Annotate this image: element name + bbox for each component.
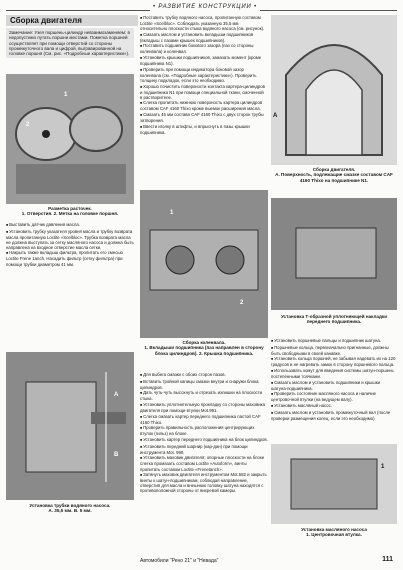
running-header: • РАЗВИТИЕ КОНСТРУКЦИИ • <box>150 4 260 10</box>
list-item: ■ Затянуть маховик двигателя инструментом Mot.582 и закрыть винты к шатун-подшипникам, соблюдая направление, отверстия для масла и внешнюю головку шатуна находятся с противоположной стороны от вихревой камеры. <box>140 472 268 493</box>
header-rule-right <box>260 10 397 11</box>
label-a: A <box>114 392 119 398</box>
right-text-column <box>271 338 397 421</box>
list-item: ■ Установить поршневые пальцы и подшипник шатуна. <box>271 338 397 344</box>
list-item: ■ Установить уплотнительную прокладку со стороны маховика двигателя при помощи втулки Mot.991. <box>140 402 268 413</box>
photo-water-pump-tube <box>6 352 134 500</box>
photo-bl-caption: Установка трубки водяного насоса. А. 35,5 мм. В. 5 мм. <box>29 503 111 514</box>
list-item: ■ Выставить датчик давления масла. <box>6 222 134 228</box>
photo-tr-caption: Сборка двигателя. А. Поверхность, подлежащие смазке составом CAF 4160 Thixo на подшипнике N1. <box>275 167 393 183</box>
list-item: ■ Дать чуть-чуть высохнуть и отрезать излишки на плоскости стыка. <box>140 390 268 401</box>
t-seal-photo <box>271 198 397 310</box>
photo-br-caption: Установка масляного насоса 1. Центровочная втулка. <box>301 527 367 538</box>
list-item: ■ Использовать хомут для введения системы шатун-поршень постепенными толчками. <box>271 368 397 379</box>
list-item: ■ Смазать маслом и установить вкладыши подшипников (вкладыш с пазами крышек подшипников). <box>140 32 265 43</box>
label-1: 1 <box>64 92 68 98</box>
list-item: ■ Поршневые кольца, первоначально пригнанные, должны быть свободными в своей канавке. <box>271 345 397 356</box>
photo-crankshaft <box>140 190 268 338</box>
list-item: ■ Хорошо почистить поверхности контакта картера-цилиндров и подшипника N1 при помощи специальной ткани, смоченной в растворителе. <box>140 84 265 100</box>
label-a-top: A <box>273 113 278 119</box>
section-title: Сборка двигателя <box>6 15 138 26</box>
photo-oil-pump <box>271 444 397 524</box>
note-text: Замечание: Узел поршень-цилиндр невзаимозаменяем: в недопустимо путать поршни местами. Пометка поршней осуществляет при помощи отверстий со стороны промежуточного вала и цифрой, выгравированной на головке поршня (См. рис. «Подробные характеристики»). <box>9 30 130 57</box>
photo-rm-caption: Установка Т-образной уплотняющей накладки переднего подшипника. <box>280 314 388 325</box>
list-item: ■ Слегка пропитать нижнюю поверхность картера цилиндров составом CAF 4160 Thixo кроме выемок расширения масла. <box>140 100 265 111</box>
list-item: ■ Установить передний шарнир (кар-дан) при помощи инструмента Mot. 990. <box>140 444 268 455</box>
middle-text-column <box>140 15 265 135</box>
photo-bearing-surface <box>271 15 397 165</box>
list-item: ■ Проверить правильность расположения центрирующих втулок (гильз) на блоке. <box>140 425 268 436</box>
list-item: ■ Установить масляный насос. <box>271 403 397 409</box>
label-1-mid: 1 <box>170 210 174 216</box>
crankshaft-photo <box>140 190 268 338</box>
list-item: ■ Смазать 45 мм состава CAF 4160 Thixo с двух сторон трубы затворения. <box>140 112 265 123</box>
note-box <box>6 28 134 58</box>
list-item: ■ Поставить подшипник бокового зазора (паз со стороны коленвала) и коленвал. <box>140 43 265 54</box>
label-2-mid: 2 <box>240 300 244 306</box>
list-item: ■ Вставить тройной капицы смазки внутри и снаружи блока цилиндров. <box>140 379 268 390</box>
oil-pump-photo <box>271 444 397 524</box>
photo-piston-bores <box>6 74 134 204</box>
photo-mid-caption: Сборка коленвала. 1. Вкладыши подшипника (паз направлен в сторону блока цилиндров). 2. Крышка подшипника. <box>144 340 264 356</box>
label-2: 2 <box>26 122 30 128</box>
label-1-oil: 1 <box>381 464 385 470</box>
photo-t-seal <box>271 198 397 310</box>
list-item: ■ Накрыть также вкладыш фильтра, пропитать его смесью Loctite Frene 1anch. Насадить фильтр (сетку фильтра) при помощи трубки диаметром 41 мм. <box>6 250 134 266</box>
list-item: ■ Для выбега смазки с обоих сторон пазов. <box>140 372 268 378</box>
center-text-column <box>140 372 268 494</box>
footer-text: Автомобили "Рено 21" и "Невада" <box>140 558 219 564</box>
list-item: ■ Проверить при помощи индикатора боковой зазор коленвала (см. «Подробные характеристики»). Проверить толщину подкладок, если это необходимо. <box>140 67 265 83</box>
water-pump-photo <box>6 352 134 500</box>
list-item: ■ Установить маховик двигателя; опорные плоскости на блоке слегка промазать составом Loctite «Autoform», винты пропитать составом Loctite «Frenetanch». <box>140 455 268 471</box>
left-text-column <box>6 222 134 267</box>
list-item: ■ Смазать маслом и установить подшипники и крышки шатуна-подшипника. <box>271 380 397 391</box>
list-item: ■ Проверить состояние масляного насоса и наличие центровочной втулки (на ведущем валу). <box>271 391 397 402</box>
list-item: ■ Установить трубку указателя уровня масла и трубку возврата масла пропитанную Loctite «Scelbloc». Трубка возврата масла не должна выступать за сетку масляного насоса и должна быть направлена на входное отверстие масла сетки. <box>6 229 134 250</box>
list-item: ■ Слегка смазать картер переднего подшипника пастой CAF 4160 Thixo. <box>140 414 268 425</box>
header-rule-left <box>6 10 150 11</box>
list-item: ■ Смазать маслом и установить промежуточный вал (после проверки размещения колец, если это необходимо) <box>271 410 397 421</box>
list-item: ■ Ввести иголку в штифты, и впрыснуть в пазы крышки подшипника. <box>140 124 265 135</box>
page-number: 111 <box>382 556 393 563</box>
list-item: ■ Установить кольца поршней, не забывая надевать их на 120 градусов и не нагревать замок в сторону поршневого пальца. <box>271 356 397 367</box>
engine-block-photo <box>6 74 134 204</box>
photo1-caption: Разметка расточек. 1. Отверстия. 2. Метка на головке поршня. <box>21 206 119 217</box>
list-item: ■ Установить картер переднего подшипника на блок цилиндров. <box>140 437 268 443</box>
list-item: ■ Поставить трубку водяного насоса, пропитанную составом Loctite «Scelbloc». Соблюдать указанную 35,5 мм относительно плоскости стыка водяного насоса (см. рисунок). <box>140 15 265 31</box>
list-item: ■ Установить крышки подшипников, замазать момент (кроме подшипника N1). <box>140 55 265 66</box>
label-b: B <box>114 452 119 458</box>
bearing-photo <box>271 15 397 165</box>
